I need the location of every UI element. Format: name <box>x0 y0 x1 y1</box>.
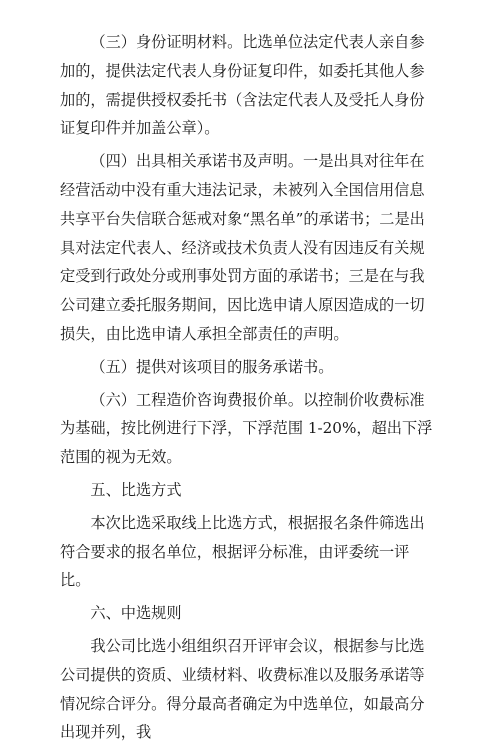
paragraph-commitment-letters: （四）出具相关承诺书及声明。一是出具对往年在经营活动中没有重大违法记录，未被列入全国信用信息共享平台失信联合惩戒对象“黑名单”的承诺书；二是出具对法定代表人、经济或技术负责人没有因违反有关规定受到行政处分或刑事处罚方面的承诺书；三是在与我公司建立委托服务期间，因比选申请人原因造成的一切损失，由比选申请人承担全部责任的声明。 <box>60 152 425 343</box>
paragraph-service-commitment: （五）提供对该项目的服务承诺书。 <box>90 357 334 376</box>
heading-selection-rules: 六、中选规则 <box>90 604 182 623</box>
paragraph-selection-rules: 我公司比选小组组织召开评审会议，根据参与比选公司提供的资质、业绩材料、收费标准以及服务承诺等情况综合评分。得分最高者确定为中选单位，如最高分出现并列，我 <box>60 636 425 742</box>
heading-selection-method: 五、比选方式 <box>90 480 182 499</box>
paragraph-quotation: （六）工程造价咨询费报价单。以控制价收费标准为基础，按比例进行下浮，下浮范围 1-20%，超出下浮范围的视为无效。 <box>60 390 433 467</box>
paragraph-selection-method: 本次比选采取线上比选方式，根据报名条件筛选出符合要求的报名单位，根据评分标准，由评委统一评比。 <box>60 513 425 590</box>
paragraph-identity-documents: （三）身份证明材料。比选单位法定代表人亲自参加的，提供法定代表人身份证复印件，如委托其他人参加的，需提供授权委托书（含法定代表人及受托人身份证复印件并加盖公章）。 <box>60 33 425 138</box>
